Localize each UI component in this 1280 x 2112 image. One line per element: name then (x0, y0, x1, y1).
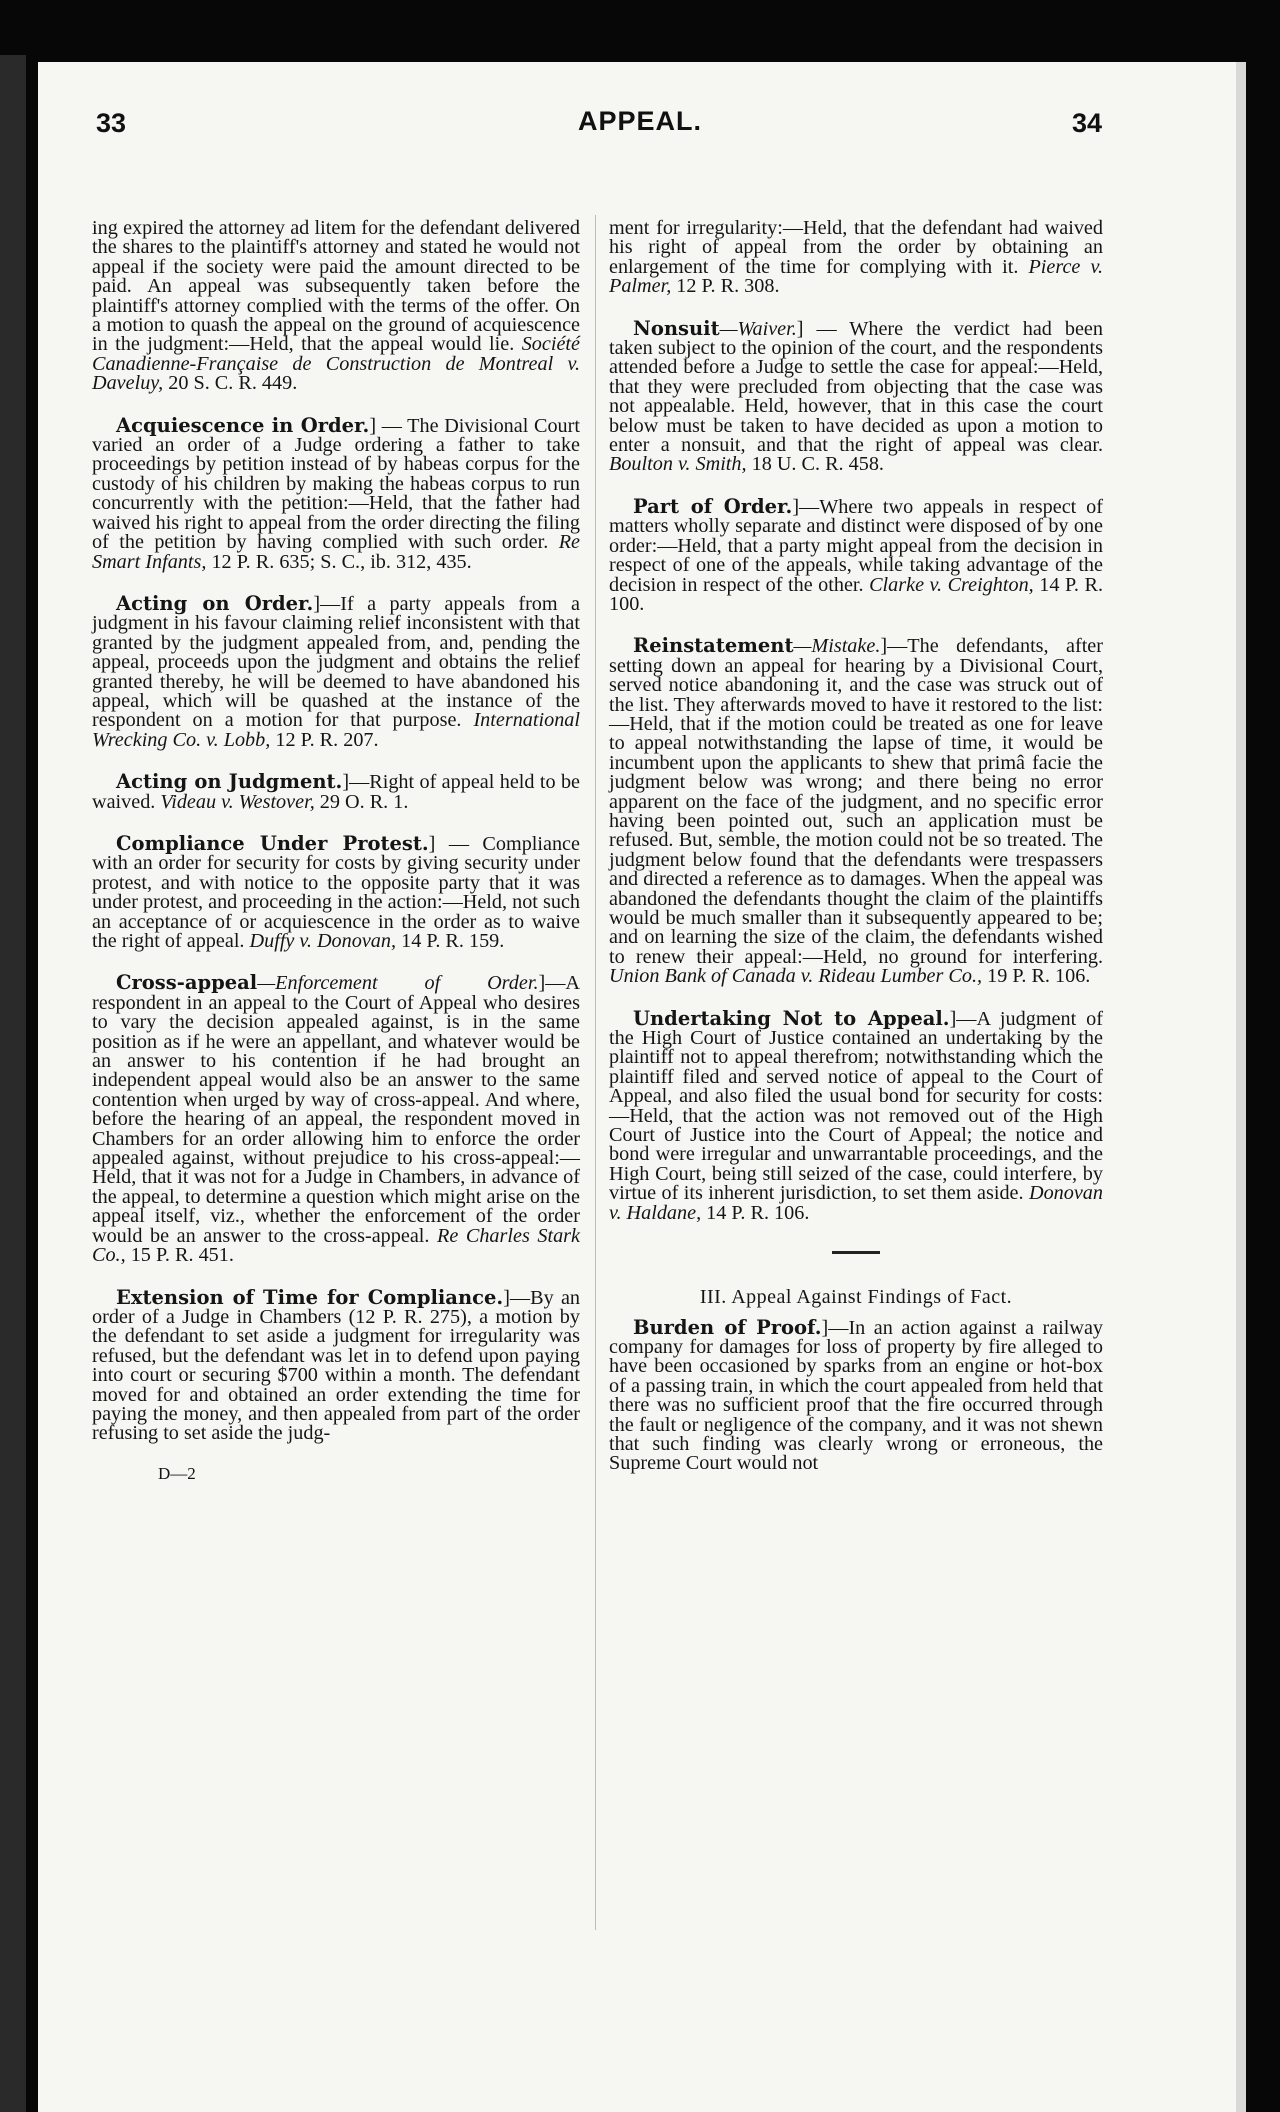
report-reference: 20 S. C. R. 449. (163, 372, 298, 395)
entry-text: ]—If a party appeals from a judgment in his favour claiming relief inconsistent with that granted by the judgment appealed from, and, pending the appeal, proceeds upon the judgment and obtains the relief granted thereby, he will be deemed to have abandoned his appeal, which will be quashed at the instance of the respondent on a motion for that purpose. (92, 592, 580, 732)
entry-heading: Nonsuit (633, 316, 720, 340)
column-divider (595, 215, 596, 1930)
digest-entry (92, 973, 580, 1265)
digest-entry (609, 1006, 1103, 1224)
digest-entry (92, 1285, 580, 1445)
entry-subheading: —Waiver. (719, 317, 797, 340)
entry-text: ]—Right of appeal held to be waived. (92, 771, 580, 813)
digest-entry (609, 1315, 1104, 1475)
case-citation: Pierce v. Palmer, (609, 255, 1103, 298)
entry-text: ment for irregularity:—Held, that the defendant had waived his right of appeal from the order by obtaining an enlargement of the time for complying with it. (609, 217, 1103, 278)
report-reference: 15 P. R. 451. (125, 1244, 234, 1267)
entry-text: ]—Where two appeals in respect of matters wholly separate and distinct were disposed of by one order:—Held, that a party might appeal from the decision in respect of one of the appeals, while taking advantage of the decision in respect of the other. (609, 495, 1103, 596)
entry-heading: Acting on Judgment. (116, 770, 343, 794)
report-reference: 14 P. R. 100. (609, 573, 1103, 615)
entry-heading: Extension of Time for Compliance. (116, 1285, 504, 1309)
signature-mark: D—2 (158, 1463, 196, 1483)
digest-entry (92, 413, 580, 573)
digest-entry (609, 494, 1103, 615)
report-reference: 18 U. C. R. 458. (746, 453, 884, 476)
entry-text: ] — Compliance with an order for security for costs by giving security under protest, and with notice to the opposite party that it was under protest, and proceeding in the action:—Held, not such an acceptance of or acquiescence in the order as to waive the right of appeal. (92, 832, 580, 952)
entry-heading: Acquiescence in Order. (116, 413, 370, 437)
digest-entry (609, 636, 1103, 986)
case-citation: Donovan v. Haldane, (609, 1182, 1103, 1224)
entry-heading: Undertaking Not to Appeal. (633, 1006, 950, 1030)
case-citation: Société Canadienne-Française de Construction de Montreal v. Daveluy, (92, 333, 580, 395)
entry-heading: Burden of Proof. (633, 1315, 822, 1339)
report-reference: 29 O. R. 1. (314, 790, 409, 813)
page-number-left: 33 (96, 108, 127, 138)
entry-text: ]—By an order of a Judge in Chambers (12 P. R. 275), a motion by the defendant to set aside a judgment for irregularity was refused, but the defendant was let in to defend upon paying into court or securing $700 within a month. The defendant moved for and obtained an order extending the time for paying the money, and then appealed from part of the order refusing to set aside the judg- (92, 1286, 580, 1445)
case-citation: Videau v. Westover, (160, 790, 315, 813)
entry-text: ]—In an action against a railway company for damages for loss of property by fire alleged to have been occasioned by sparks from an engine or hot-box of a passing train, in which the court appealed from held that there was no sufficient proof that the fire occurred through the fault or negligence of the company, and it was not shewn that such finding was clearly wrong or erroneous, the Supreme Court would not (609, 1316, 1104, 1475)
digest-entry (92, 219, 580, 394)
entry-text: ]—A respondent in an appeal to the Court of Appeal who desires to vary the decision appealed against, is in the same position as if he were an appellant, and whatever would be an answer to his contention if he had brought an independent appeal would also be an answer to the same contention when urged by way of cross-appeal. And where, before the hearing of an appeal, the respondent moved in Chambers for an order allowing him to enforce the order appealed against, without prejudice to his cross-appeal:—Held, that it was not for a Judge in Chambers, in advance of the appeal, to determine a question which might arise on the appeal itself, viz., whether the enforcement of the order would be an answer to the cross-appeal. (92, 972, 580, 1247)
right-column (609, 219, 1103, 1496)
page-number-right: 34 (1072, 108, 1103, 138)
digest-entry (92, 831, 580, 952)
report-reference: 14 P. R. 159. (396, 930, 505, 952)
report-reference: 12 P. R. 308. (671, 275, 780, 298)
report-reference: 14 P. R. 106. (701, 1201, 810, 1224)
case-citation: Union Bank of Canada v. Rideau Lumber Co., (609, 965, 983, 988)
section-title: III. Appeal Against Findings of Fact. (699, 1286, 1013, 1309)
case-citation: Boulton v. Smith, (609, 453, 747, 476)
entry-text: ] — The Divisional Court varied an order of a Judge ordering a father to take proceedings by petition instead of by habeas corpus for the custody of his children by making the habeas corpus to run concurrently with the petition:—Held, that the father had waived his right to appeal from the order directing the filing of the petition by having complied with such order. (92, 414, 580, 554)
entry-heading: Part of Order. (633, 494, 793, 518)
book-binding (0, 55, 26, 2112)
report-reference: 19 P. R. 106. (982, 965, 1091, 988)
section-rule (832, 1251, 880, 1254)
entry-heading: Cross-appeal (116, 971, 258, 995)
entry-heading: Reinstatement (633, 634, 794, 658)
digest-entry (609, 219, 1103, 297)
digest-entry (92, 591, 580, 751)
case-citation: Duffy v. Donovan, (249, 930, 397, 952)
digest-entry (609, 316, 1103, 476)
case-citation: Re Charles Stark Co., (92, 1224, 580, 1267)
report-reference: 12 P. R. 635; S. C., ib. 312, 435. (206, 550, 472, 573)
entry-heading: Acting on Order. (116, 591, 314, 615)
entry-subheading: —Enforcement of Order. (257, 972, 539, 995)
digest-entry (92, 772, 580, 812)
entry-heading: Compliance Under Protest. (116, 831, 429, 855)
entry-text: ing expired the attorney ad litem for the defendant delivered the shares to the plaintiff's attorney and stated he would not appeal if the society were paid the amount directed to be paid. An appeal was subsequently taken before the plaintiff's attorney complied with the terms of the offer. On a motion to quash the appeal on the ground of acquiescence in the judgment:—Held, that the appeal would lie. (92, 217, 580, 356)
report-reference: 12 P. R. 207. (270, 728, 379, 751)
entry-subheading: —Mistake. (793, 635, 881, 658)
running-title: APPEAL. (577, 106, 703, 136)
case-citation: Clarke v. Creighton, (869, 573, 1034, 596)
entry-text: ] — Where the verdict had been taken subject to the opinion of the court, and the respondents attended before a Judge to settle the case for appeal:—Held, that they were precluded from objecting that the case was not appealable. Held, however, that in this case the court below must be taken to have decided as upon a motion to enter a nonsuit, and that the right of appeal was clear. (609, 317, 1103, 457)
entry-text: ]—A judgment of the High Court of Justice contained an undertaking by the plaintiff not to appeal therefrom; notwithstanding which the plaintiff filed and served notice of appeal to the Court of Appeal, and also filed the usual bond for security for costs:—Held, that the action was not removed out of the High Court of Justice into the Court of Appeal; the notice and bond were irregular and unwarrantable proceedings, and the High Court, being still seized of the case, could interfere, by virtue of its inherent jurisdiction, to set them aside. (609, 1007, 1103, 1205)
entry-text: ]—The defendants, after setting down an appeal for hearing by a Divisional Court, served notice abandoning it, and the case was struck out of the list. They afterwards moved to have it restored to the list:—Held, that if the motion could be treated as one for leave to appeal notwithstanding the lapse of time, it would be incumbent upon the applicants to shew that primâ facie the judgment below was wrong; and there being no error apparent on the face of the judgment, and no specific error having been pointed out, such an application must be refused. But, semble, the motion could not be so treated. The judgment below found that the defendants were trespassers and directed a reference as to damages. When the appeal was abandoned the defendants thought the claim of the plaintiffs would be much smaller than it subsequently appeared to be; and on learning the size of the claim, the defendants wished to renew their appeal:—Held, no ground for interfering. (609, 635, 1103, 968)
case-citation: Re Smart Infants, (92, 531, 580, 573)
page-edge (1236, 62, 1246, 2112)
case-citation: International Wrecking Co. v. Lobb, (92, 709, 580, 751)
left-column (92, 219, 580, 1483)
